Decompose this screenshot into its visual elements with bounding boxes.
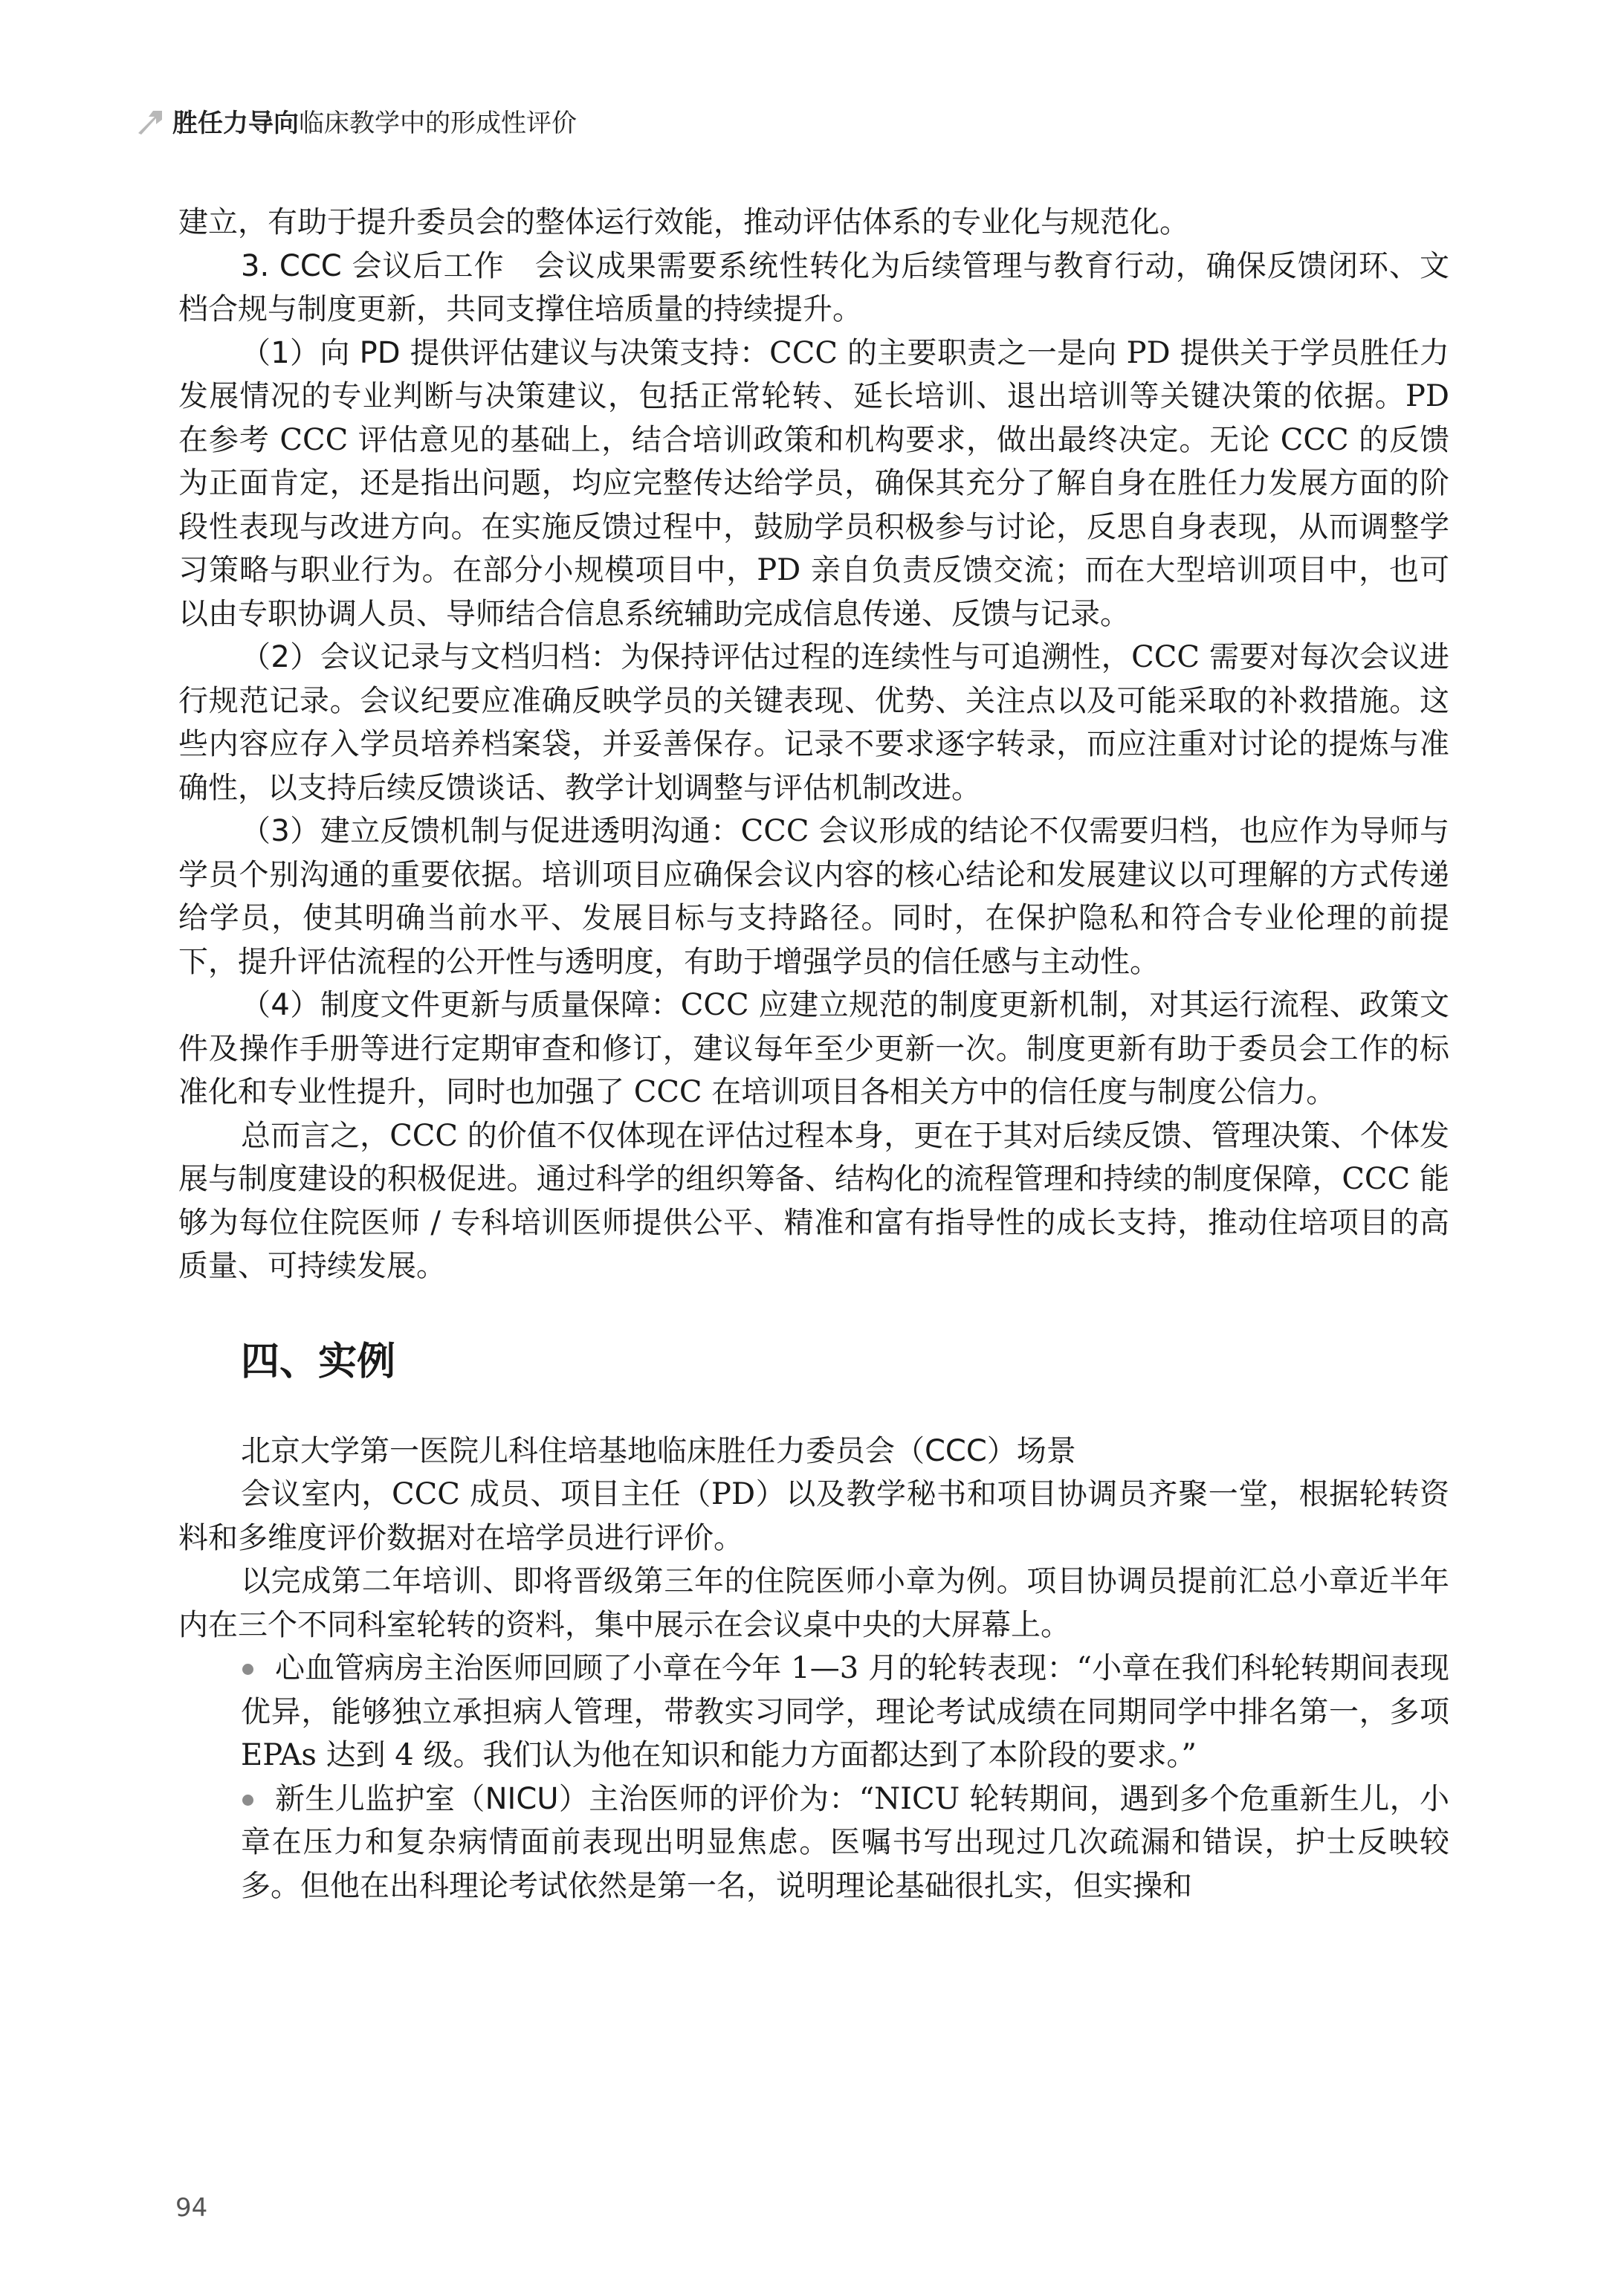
paragraph-item-4 — [178, 984, 1449, 1114]
case-intro-2: 以完成第二年培训、即将晋级第三年的住院医师小章为例。项目协调员提前汇总小章近半年内在三个不同科室轮转的资料，集中展示在会议桌中央的大屏幕上。 — [178, 1564, 1449, 1642]
speaker-text: 回顾了小章在今年 1—3 月的轮转表现：“小章在我们科轮转期间表现优异，能够独立承担病人管理，带教实习同学，理论考试成绩在同期同学中排名第一，多项 EPAs 达到 4 级。我们认为他在知识和能力方面都达到了本阶段的要求。” — [241, 1651, 1449, 1772]
paragraph-item-2 — [178, 636, 1449, 810]
item-title: （3）建立反馈机制与促进透明沟通： — [241, 814, 741, 848]
running-header — [134, 103, 577, 139]
paragraph-summary: 总而言之，CCC 的价值不仅体现在评估过程本身，更在于其对后续反馈、管理决策、个体发展与制度建设的积极促进。通过科学的组织筹备、结构化的流程管理和持续的制度保障，CCC 能够为每位住院医师 / 专科培训医师提供公平、精准和富有指导性的成长支持，推动住培项目的高质量、可持续发展。 — [178, 1118, 1449, 1283]
list-item — [178, 1647, 1449, 1777]
item-body: CCC 的主要职责之一是向 PD 提供关于学员胜任力发展情况的专业判断与决策建议，包括正常轮转、延长培训、退出培训等关键决策的依据。PD 在参考 CCC 评估意见的基础上，结合培训政策和机构要求，做出最终决定。无论 CCC 的反馈为正面肯定，还是指出问题，均应完整传达给学员，确保其充分了解自身在胜任力发展方面的阶段性表现与改进方向。在实施反馈过程中，鼓励学员积极参与讨论，反思自身表现，从而调整学习策略与职业行为。在部分小规模项目中，PD 亲自负责反馈交流；而在大型培训项目中，也可以由专职协调人员、导师结合信息系统辅助完成信息传递、反馈与记录。 — [178, 335, 1449, 631]
item-body: 为保持评估过程的连续性与可追溯性，CCC 需要对每次会议进行规范记录。会议纪要应准确反映学员的关键表现、优势、关注点以及可能采取的补救措施。这些内容应存入学员培养档案袋，并妥善保存。记录不要求逐字转录，而应注重对讨论的提炼与准确性，以支持后续反馈谈话、教学计划调整与评估机制改进。 — [178, 640, 1450, 805]
bullet-icon — [242, 1664, 253, 1675]
speaker-text: 的评价为：“NICU 轮转期间，遇到多个危重新生儿，小章在压力和复杂病情面前表现出明显焦虑。医嘱书写出现过几次疏漏和错误，护士反映较多。但他在出科理论考试依然是第一名，说明理论基础很扎实，但实操和 — [241, 1781, 1449, 1903]
paragraph-item-3 — [178, 810, 1449, 984]
paragraph-item-1 — [178, 332, 1449, 636]
bullet-icon — [242, 1795, 253, 1806]
subsection-title: 3. CCC 会议后工作 — [241, 248, 505, 283]
page-body — [178, 201, 1449, 1908]
header-title — [172, 103, 577, 139]
item-title: （2）会议记录与文档归档： — [241, 640, 621, 674]
item-body: CCC 会议形成的结论不仅需要归档，也应作为导师与学员个别沟通的重要依据。培训项目应确保会议内容的核心结论和发展建议以可理解的方式传递给学员，使其明确当前水平、发展目标与支持路径。同时，在保护隐私和符合专业伦理的前提下，提升评估流程的公开性与透明度，有助于增强学员的信任感与主动性。 — [178, 814, 1450, 979]
arrow-up-right-icon — [134, 105, 166, 138]
item-title: （1）向 PD 提供评估建议与决策支持： — [241, 335, 770, 370]
list-item-body — [241, 1647, 1449, 1777]
header-title-bold: 胜任力导向 — [172, 109, 299, 138]
speaker-label: 心血管病房主治医师 — [275, 1651, 543, 1685]
page-number: 94 — [175, 2193, 208, 2223]
paragraph-body: 会议成果需要系统性转化为后续管理与教育行动，确保反馈闭环、文档合规与制度更新，共同支撑住培质量的持续提升。 — [178, 248, 1449, 326]
item-body: CCC 应建立规范的制度更新机制，对其运行流程、政策文件及操作手册等进行定期审查和修订，建议每年至少更新一次。制度更新有助于委员会工作的标准化和专业性提升，同时也加强了 CCC 在培训项目各相关方中的信任度与制度公信力。 — [178, 988, 1450, 1109]
paragraph-continuation: 建立，有助于提升委员会的整体运行效能，推动评估体系的专业化与规范化。 — [178, 205, 1189, 239]
section-heading: 四、实例 — [241, 1339, 396, 1384]
list-item — [178, 1777, 1449, 1908]
list-item-body — [241, 1777, 1449, 1908]
speaker-label: 新生儿监护室（NICU）主治医师 — [275, 1781, 709, 1816]
header-title-rest: 临床教学中的形成性评价 — [299, 109, 577, 138]
paragraph-ccc-post-meeting — [178, 245, 1449, 332]
case-intro-1: 会议室内，CCC 成员、项目主任（PD）以及教学秘书和项目协调员齐聚一堂，根据轮转资料和多维度评价数据对在培学员进行评价。 — [178, 1477, 1449, 1555]
case-title: 北京大学第一医院儿科住培基地临床胜任力委员会（CCC）场景 — [241, 1433, 1076, 1468]
item-title: （4）制度文件更新与质量保障： — [241, 988, 681, 1022]
